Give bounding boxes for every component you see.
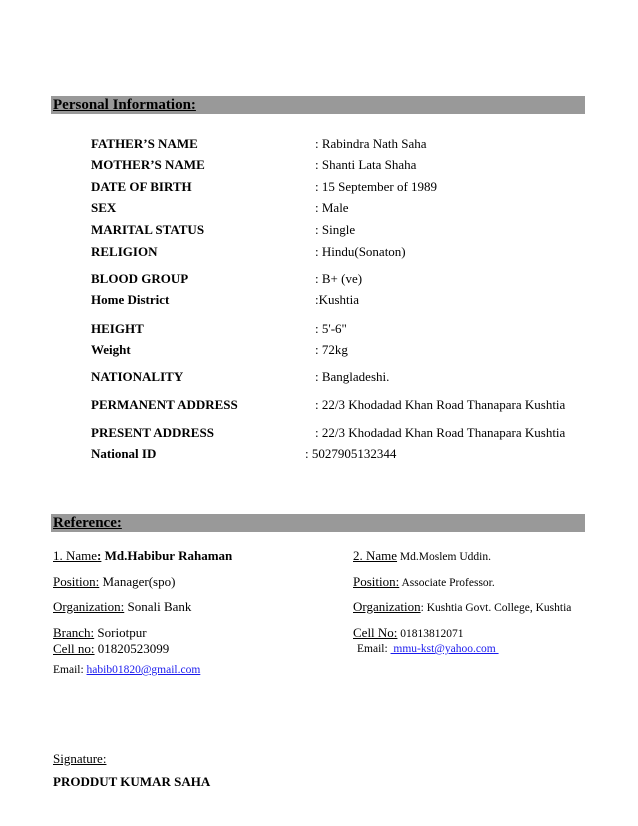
ref2-org-row [353,599,571,616]
ref2-cell-row [353,625,464,642]
ref2-email-link[interactable]: mmu-kst@yahoo.com [390,643,499,655]
signature-name-row [53,774,210,790]
field-value-mother: : Shanti Lata Shaha [315,157,417,172]
ref1-position-label: Position: [53,574,100,589]
ref1-branch-label: Branch [53,625,91,640]
field-label-present-address: PRESENT ADDRESS [91,425,214,440]
field-label-weight: Weight [91,342,131,357]
ref2-cell-value: 01813812071 [397,628,464,640]
ref2-position-label: Position: [353,574,400,589]
ref1-email-label: Email: [53,664,87,676]
ref2-org-label: Organization [353,599,421,614]
field-label-religion: RELIGION [91,244,158,259]
reference-header [51,514,585,532]
ref1-email-row [53,662,200,678]
field-value-marital: : Single [315,222,356,237]
ref2-name-value: Md.Moslem Uddin. [397,551,491,563]
ref2-name-label: 2. Name [353,548,398,563]
field-label-marital: MARITAL STATUS [91,222,205,237]
field-value-height: : 5'-6" [315,321,347,336]
ref2-name-row [353,548,491,565]
field-value-sex: : Male [315,200,349,215]
signature-name: PRODDUT KUMAR SAHA [53,774,211,789]
ref1-org-label: Organization: [53,599,125,614]
field-label-district: Home District [91,292,170,307]
field-value-blood: : B+ (ve) [315,271,363,286]
ref2-email-row [357,641,499,657]
personal-info-header [51,96,585,114]
ref1-cell-row [53,641,169,657]
reference-title: Reference: [53,515,122,531]
personal-info-title: Personal Information: [53,97,196,113]
field-label-nationality: NATIONALITY [91,369,184,384]
field-label-blood: BLOOD GROUP [91,271,189,286]
field-value-weight: : 72kg [315,342,348,357]
ref1-email-link[interactable]: habib01820@gmail.com [86,664,201,676]
ref1-name-value: Md.Habibur Rahaman [101,548,233,563]
ref1-org-value: Sonali Bank [124,599,192,614]
field-value-dob: : 15 September of 1989 [315,179,438,194]
ref2-org-value: : Kushtia Govt. College, Kushtia [420,602,572,614]
ref2-position-row [353,574,495,591]
ref2-cell-label: Cell No: [353,625,398,640]
field-value-present-address: : 22/3 Khodadad Khan Road Thanapara Kushtia [315,425,566,440]
field-value-national-id: : 5027905132344 [305,446,397,461]
signature-label-row [53,751,106,767]
ref1-position-row [53,574,175,590]
signature-label: Signature: [53,751,107,766]
ref1-branch-value: Soriotpur [94,625,147,640]
field-value-district: :Kushtia [315,292,360,307]
ref1-name-row [53,548,232,564]
field-value-religion: : Hindu(Sonaton) [315,244,406,259]
field-label-national-id: National ID [91,446,157,461]
field-label-sex: SEX [91,200,117,215]
field-value-nationality: : Bangladeshi. [315,369,390,384]
field-label-dob: DATE OF BIRTH [91,179,192,194]
ref2-email-label: Email: [357,643,391,655]
ref1-position-value: Manager(spo) [99,574,176,589]
ref1-org-row [53,599,191,615]
ref1-cell-label: Cell no: [53,641,95,656]
field-label-father: FATHER’S NAME [91,136,198,151]
ref2-position-value: Associate Professor. [399,577,495,589]
field-value-permanent-address: : 22/3 Khodadad Khan Road Thanapara Kushtia [315,397,566,412]
field-value-father: : Rabindra Nath Saha [315,136,427,151]
field-label-permanent-address: PERMANENT ADDRESS [91,397,238,412]
ref1-name-sep: : [97,548,102,563]
field-label-mother: MOTHER’S NAME [91,157,205,172]
ref1-branch-sep: : [90,625,95,640]
ref1-cell-value: 01820523099 [94,641,170,656]
field-label-height: HEIGHT [91,321,144,336]
ref1-branch-row [53,625,147,641]
ref1-name-label: 1. Name [53,548,98,563]
